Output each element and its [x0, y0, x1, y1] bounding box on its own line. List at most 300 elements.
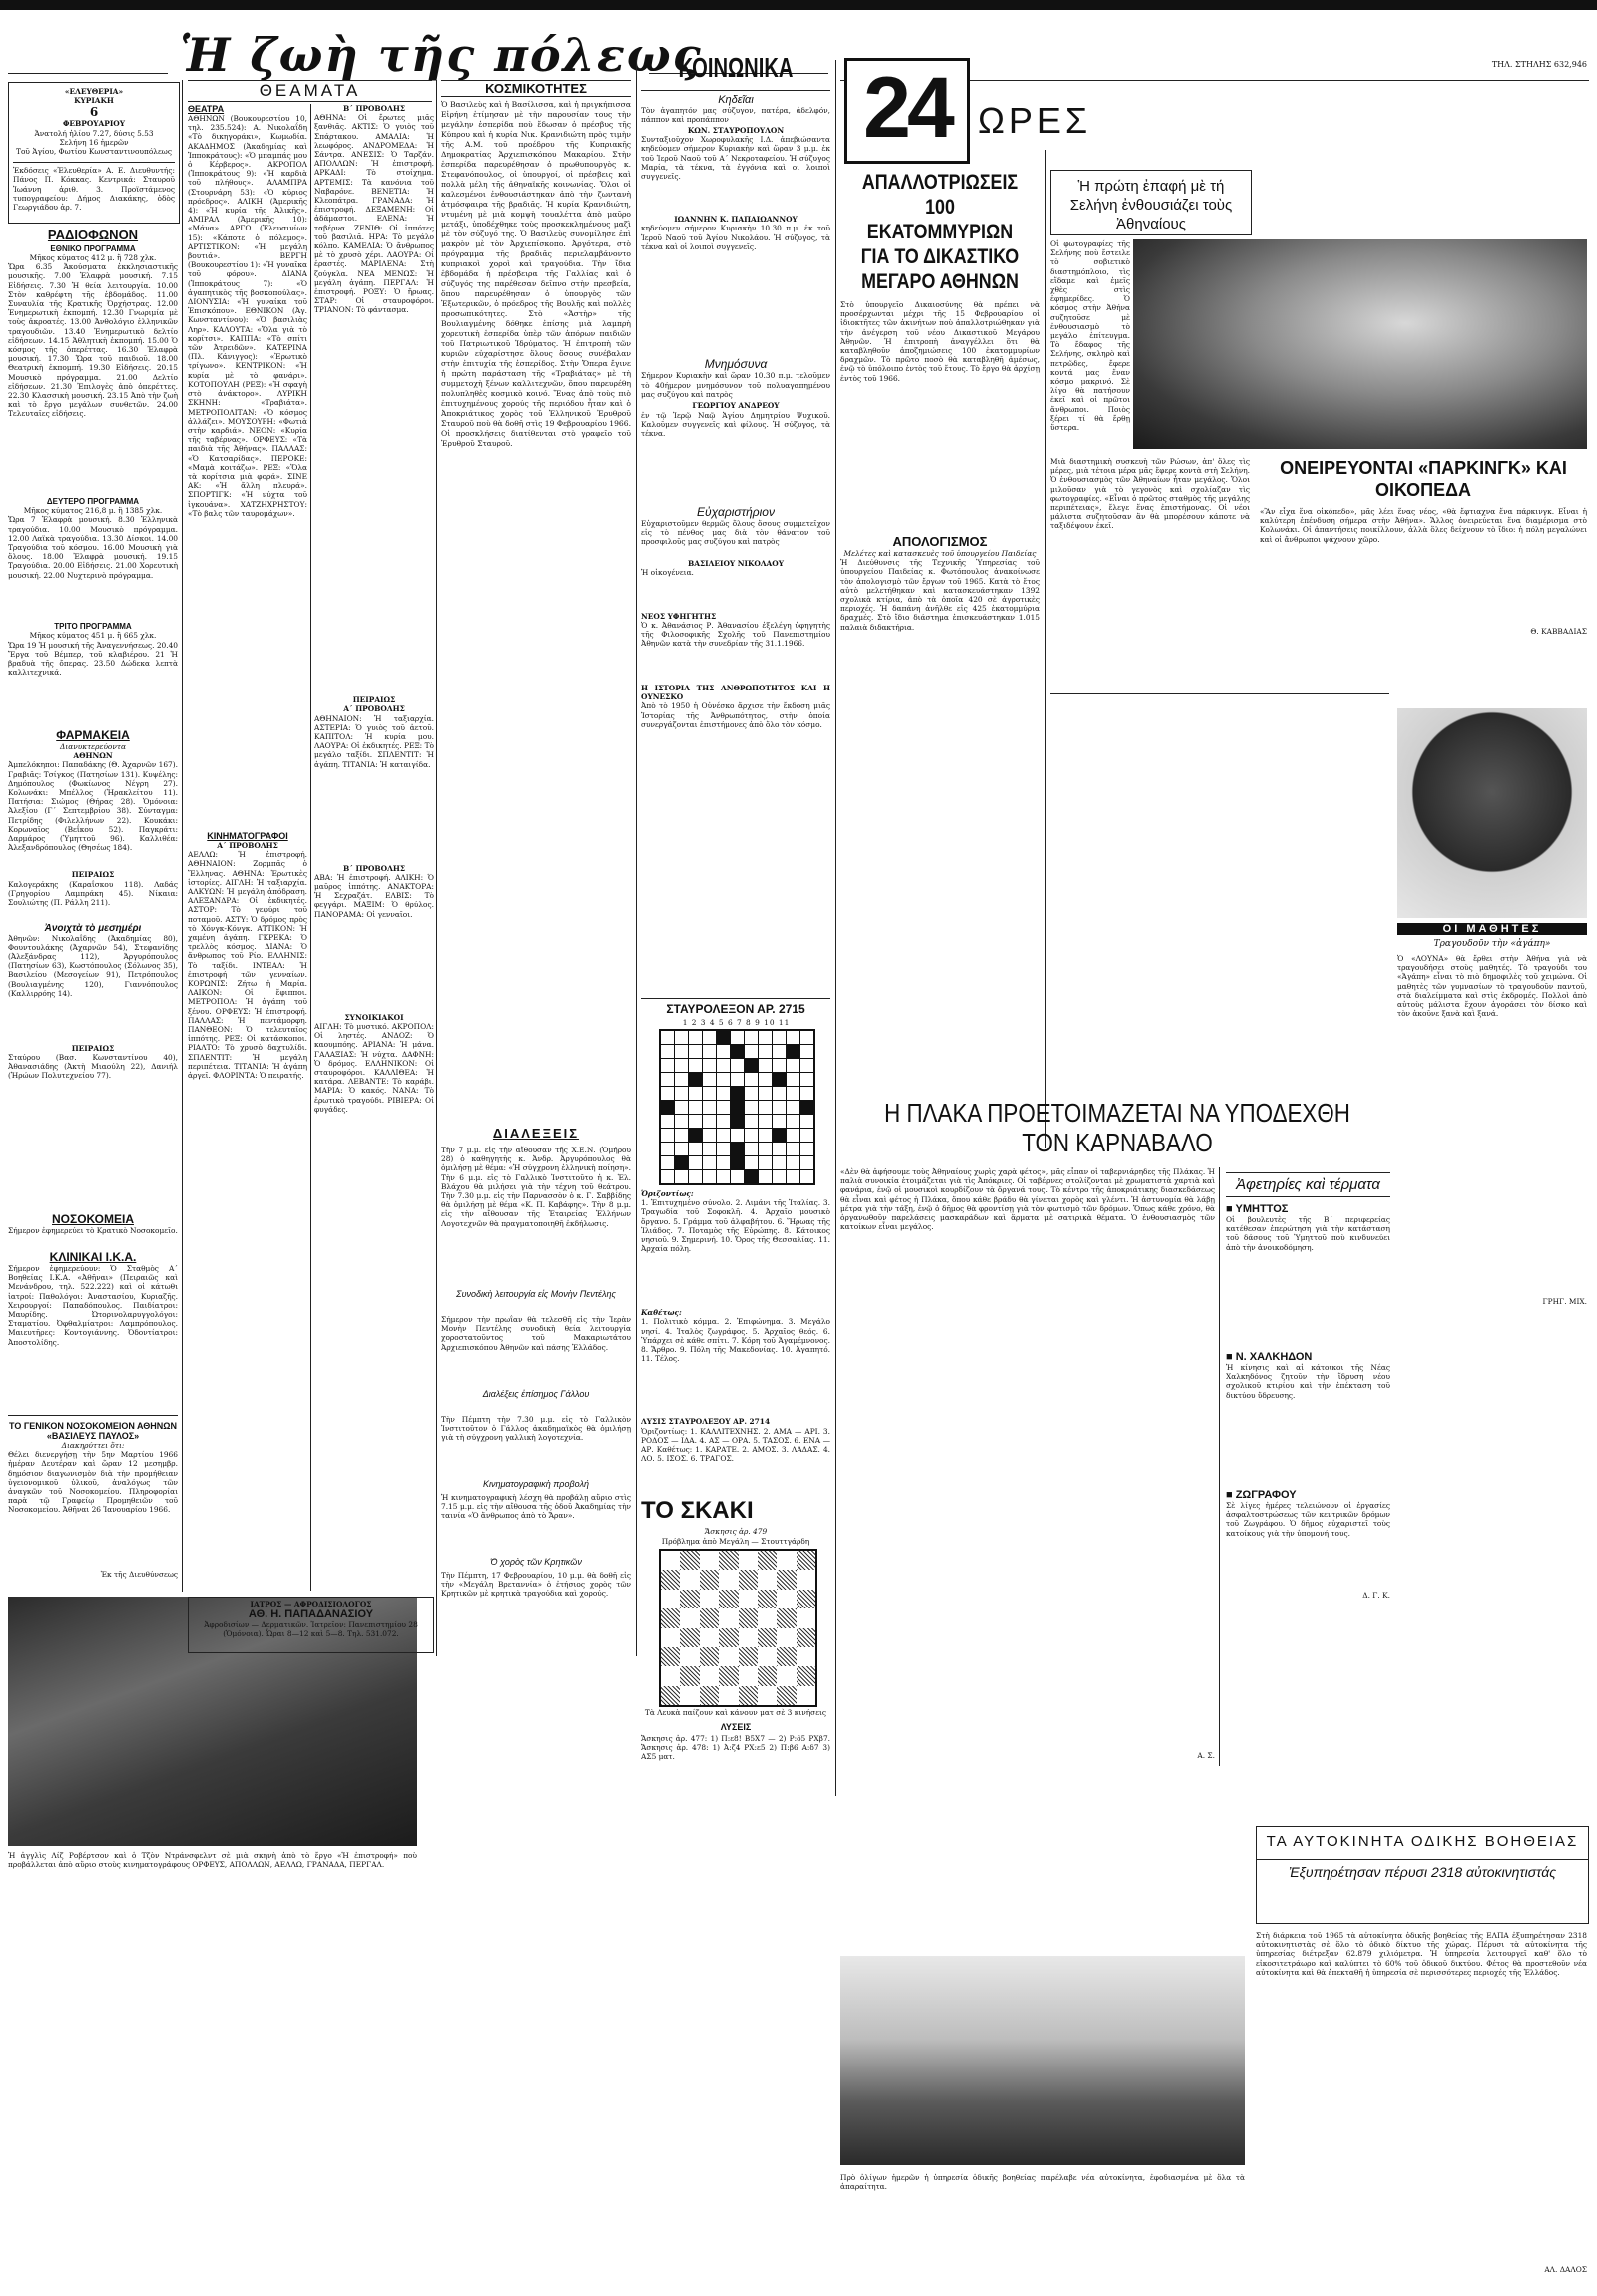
crossword-cell	[702, 1100, 717, 1115]
apology-text: Ἡ Διεύθυνσις τῆς Τεχνικῆς Ὑπηρεσίας τοῦ ὑπουργείου Παιδείας κ. Φωτόπουλος ἀνακοίνωσε τὸν ἀπολογισμὸ τῶν ἔργων τοῦ 1965. Κατὰ τὸ ἔτος αὐτὸ μελετήθηκαν καὶ κατασκευάστηκαν 1392 σχολικὰ κτίρια, ἀπὸ τὰ ὁποῖα 420 σὲ ἀγροτικὲς περιοχές. Ἡ δαπάνη ἀνῆλθε εἰς 425 ἑκατομμύρια δραχμές. Στὸ ἴδιο διάστημα ἐπισκευάστηκαν 1.015 παλαιὰ διδακτήρια.	[840, 558, 1040, 632]
chess-square	[797, 1590, 815, 1608]
moon-short-text: Οἱ φωτογραφίες τῆς Σελήνης ποὺ ἔστειλε τὸ σοβιετικὸ διαστημόπλοιο, τὶς εἴδαμε καὶ ἐμεῖς χθὲς στὶς ἐφημερίδες. Ὁ κόσμος στὴν Ἀθήνα συζητοῦσε μὲ ἐνθουσιασμὸ τὸ μεγάλο ἐπίτευγμα. Τὸ ἔδαφος τῆς Σελήνης, σκληρὸ καὶ πετρῶδες, ἔφερε κοντά μας ἕναν κόσμο μακρινό. Σὲ λίγο θὰ πατήσουν ἐκεῖ καὶ οἱ πρῶτοι ἄνθρωποι. Ποιὸς ξέρει τί θὰ ἔρθῃ ὕστερα.	[1050, 239, 1130, 433]
chess-square	[758, 1628, 777, 1647]
crossword-cell	[744, 1072, 759, 1087]
payments-column	[840, 170, 1040, 837]
social-title-box	[641, 52, 830, 84]
carnival-top-rule	[1050, 693, 1389, 694]
second-run-listing: ΑΘΗΝΑ: Οἱ ἔρωτες μιᾶς ξανθιᾶς. ΑΚΤΙΣ: Ὁ γυιὸς τοῦ Σπάρτακου. ΑΜΑΛΙΑ: Ἡ λεωφόρος. ΑΝΔΡΟΜΕΔΑ: Ἡ Σάντρα. ΑΝΕΣΙΣ: Ὁ Ταρζάν. ΑΠΟΛΛΩΝ: Ἡ ἐπιστροφή. ΑΡΚΑΔΙ: Τὸ στοίχημα. ΑΡΤΕΜΙΣ: Τὰ κανόνια τοῦ Ναβαρόνε. ΒΕΝΕΤΙΑ: Ἡ Κλεοπάτρα. ΓΡΑΝΑΔΑ: Ἡ ἐπιστροφή. ΔΕΞΑΜΕΝΗ: Οἱ ἀδάμαστοι. ΕΛΕΝΑ: Ἡ ταβέρνα. ΖΕΝΙΘ: Οἱ ἱππότες τοῦ βασιλιᾶ. ΗΡΑ: Τὸ μεγάλο κόλπο. ΚΑΜΕΛΙΑ: Ὁ ἄνθρωπος μὲ τὸ χρυσὸ χέρι. ΛΑΟΥΡΑ: Οἱ ἐραστές. ΜΑΡΙΛΕΝΑ: Στὴ ζούγκλα. ΝΕΑ ΜΕΝΩΣ: Ἡ μεγάλη ἀγάπη. ΠΕΡΓΑΛ: Ἡ ἐπιστροφή. ΡΟΞΥ: Ὁ ἥρωας. ΣΤΑΡ: Οἱ σταυροφόροι. ΤΡΙΑΝΟΝ: Τὸ φάντασμα.	[314, 113, 434, 315]
funerals-title: Κηδεῖαι	[718, 94, 754, 106]
crossword-cell	[660, 1030, 675, 1045]
chess-square	[680, 1570, 699, 1589]
chess-square	[797, 1647, 815, 1666]
chess-square	[680, 1590, 699, 1608]
doctor-ad-text: Ἀφροδισίων — Δερματικῶν. Ἰατρεῖον: Πανεπιστημίου 28 (Ὁμόνοια). Ὧραι 8—12 καὶ 5—8. Τηλ. 531.072.	[204, 1620, 418, 1639]
chess-square	[661, 1686, 680, 1705]
film-show-text: Ἡ κινηματογραφικὴ λέσχη θὰ προβάλῃ αὔριο στὶς 7.15 μ.μ. εἰς τὴν αἴθουσα τῆς ὁδοῦ Ἀκαδημίας τὴν ταινία «Ὁ ἄνθρωπος ἀπὸ τὸ Ἄραν».	[441, 1493, 631, 1521]
road-assistance-text: Στὴ διάρκεια τοῦ 1965 τὰ αὐτοκίνητα ὁδικῆς βοηθείας τῆς ΕΛΠΑ ἐξυπηρέτησαν 2318 αὐτοκινητιστὰς σὲ ὅλο τὸ ὁδικὸ δίκτυο τῆς χώρας. Πέρυσι τὰ αὐτοκίνητα τῆς ὑπηρεσίας διέτρεξαν 62.879 χιλιόμετρα. Ἡ ὑπηρεσία λειτουργεῖ καθ' ὅλο τὸ εἰκοσιτετράωρο καὶ καλύπτει τὸ 60% τοῦ ὁδικοῦ δικτύου. Φέτος θὰ προστεθοῦν νέα αὐτοκίνητα καὶ θὰ ἐπεκταθῆ ἡ ὑπηρεσία σὲ περισσότερες περιοχές τῆς Ἑλλάδος.	[1256, 1931, 1587, 1977]
thanks-name: ΒΑΣΙΛΕΙΟΥ ΝΙΚΟΛΑΟΥ	[687, 558, 785, 568]
chess-board	[659, 1549, 817, 1707]
crossword-cell	[688, 1114, 703, 1129]
chess-square	[680, 1551, 699, 1570]
crossword-title: ΣΤΑΥΡΟΛΕΞΟΝ ΑΡ. 2715	[666, 1002, 805, 1016]
chess-square	[739, 1608, 758, 1627]
crossword-cell	[799, 1114, 814, 1129]
crossword-cell	[702, 1058, 717, 1073]
crossword-cell	[688, 1086, 703, 1101]
crossword-cell	[758, 1142, 773, 1156]
crossword-cell	[758, 1100, 773, 1115]
crossword-cell	[688, 1169, 703, 1184]
chess-square	[719, 1590, 738, 1608]
chess-square	[758, 1647, 777, 1666]
chess-square	[680, 1628, 699, 1647]
piraeus-second-run-listing: ΑΒΑ: Ἡ ἐπιστροφή. ΑΛΙΚΗ: Ὁ μαῦρος ἱππότης. ΑΝΑΚΤΟΡΑ: Ἡ Σεχραζάτ. ΕΛΒΙΣ: Τὸ φεγγάρι. ΜΑΞΙΜ: Ὁ θρύλος. ΠΑΝΟΡΑΜΑ: Οἱ γενναῖοι.	[314, 872, 434, 919]
piraeus-first-run-listing: ΑΘΗΝΑΙΟΝ: Ἡ ταξιαρχία. ΑΣΤΕΡΙΑ: Ὁ γυιὸς τοῦ ἀετοῦ. ΚΑΠΙΤΟΛ: Ἡ κυρία μου. ΛΑΟΥΡΑ: Οἱ ἐκδικητές. ΡΕΞ: Τὸ μεγάλο ταξίδι. ΣΠΛΕΝΤΙΤ: Ἡ ἀγάπη. ΤΙΤΑΝΙΑ: Ἡ καταιγίδα.	[314, 713, 434, 769]
doctor-ad-title: ΙΑΤΡΟΣ — ΑΦΡΟΔΙΣΙΟΛΟΓΟΣ	[250, 1600, 372, 1608]
thanks-title: Εὐχαριστήριον	[697, 504, 775, 519]
crossword-cell	[799, 1086, 814, 1101]
chess-square	[700, 1666, 719, 1685]
crossword-cell	[758, 1169, 773, 1184]
crossword-cell	[730, 1058, 745, 1073]
crossword-cell	[716, 1058, 731, 1073]
chess-square	[777, 1628, 796, 1647]
crossword-cell	[660, 1072, 675, 1087]
zografou-heading-text: ΖΩΓΡΑΦΟΥ	[1235, 1489, 1297, 1501]
piraeus-second-run-heading: Β΄ ΠΡΟΒΟΛΗΣ	[342, 863, 406, 873]
pharmacies-title: ΦΑΡΜΑΚΕΙΑ	[56, 728, 130, 742]
column-rule-5	[835, 60, 836, 1796]
info-saints: Τοῦ Ἁγίου, Φωτίου Κωνσταντινουπόλεως	[16, 147, 172, 157]
road-assistance-truck-photo	[840, 1956, 1245, 2165]
funeral-2-detail: κηδεύομεν σήμερον Κυριακὴν 10.30 π.μ. ἐκ τοῦ Ἱεροῦ Ναοῦ τοῦ Ἁγίου Νικολάου. Ἡ σύζυγος, τὰ τέκνα καὶ οἱ λοιποὶ συγγενεῖς.	[641, 224, 830, 251]
general-hospital-sign: Ἐκ τῆς Διευθύνσεως	[100, 1570, 178, 1580]
doctor-ad-name: ΑΘ. Η. ΠΑΠΑΔΑΝΑΣΙΟΥ	[248, 1608, 374, 1621]
crossword-cell	[758, 1128, 773, 1143]
crossword-grid	[659, 1029, 815, 1185]
crossword-cell	[716, 1128, 731, 1143]
general-hospital-subtitle: «ΒΑΣΙΛΕΥΣ ΠΑΥΛΟΣ»	[46, 1431, 140, 1441]
pharmacies-open-list: Ἀθηνῶν: Νικολαΐδης (Ἀκαδημίας 80), Φουντουλάκης (Ἀχαρνῶν 54), Στεφανίδης (Ἀλεξάνδρας 112), Ἀργυρόπουλος (Πατησίων 63), Κωστόπουλος (Σόλωνος 35), Βασιλείου (Μεσογείων 91), Πετρόπουλος (Βουλιαγμένης 120), Γιαννόπουλος (Καλλιρρόης 14).	[8, 933, 178, 998]
crossword-cell	[660, 1086, 675, 1101]
film-still-caption: Ἡ ἀγγλὶς Λίζ Ροβέρτσον καὶ ὁ Τζὸν Ντράνσφελντ σὲ μιὰ σκηνὴ ἀπὸ τὸ ἔργο «Ἡ ἐπιστροφή» ποὺ προβάλλεται ἀπὸ αὔριο στοὺς κινηματογράφους ΟΡΦΕΥΣ, ΑΠΟΛΛΩΝ, ΑΕΛΛΩ, ΓΡΑΝΑΔΑ, ΠΕΡΓΑΛ.	[8, 1851, 417, 1870]
crossword-cell	[716, 1169, 731, 1184]
carnival-sign: Α. Σ.	[1197, 1751, 1215, 1760]
chess-square	[739, 1628, 758, 1647]
crossword-black-cell	[688, 1072, 703, 1087]
moon-surface-photo	[1133, 239, 1587, 449]
monastery-text: Σήμερον τὴν πρωΐαν θὰ τελεσθῆ εἰς τὴν Ἱερὰν Μονὴν Πεντέλης συνοδικὴ θεία λειτουργία χοροστατοῦντος τοῦ Μακαριωτάτου Ἀρχιεπισκόπου Ἀθηνῶν καὶ πάσης Ἑλλάδος.	[441, 1315, 631, 1352]
memorial-name: ΓΕΩΡΓΙΟΥ ΑΝΔΡΕΟΥ	[692, 401, 780, 411]
chess-square	[719, 1570, 738, 1589]
chess-square	[661, 1608, 680, 1627]
chess-square	[797, 1551, 815, 1570]
hymettus-text: Οἱ βουλευτὲς τῆς Β΄ περιφερείας κατέθεσαν ἐπερώτηση γιὰ τὴν κατάσταση τοῦ δάσους τοῦ Ὑμηττοῦ ποὺ κινδυνεύει ἀπὸ τὴν ἀνοικοδόμηση.	[1226, 1215, 1390, 1252]
crossword-cell	[674, 1058, 689, 1073]
crossword-cell	[730, 1072, 745, 1087]
crossword-cell	[702, 1086, 717, 1101]
crossword-black-cell	[730, 1155, 745, 1170]
hours-word: ΩΡΕΣ	[978, 100, 1092, 141]
crossword-cell	[786, 1142, 800, 1156]
crossword-cell	[660, 1169, 675, 1184]
lectures-title: ΔΙΑΛΕΞΕΙΣ	[492, 1126, 580, 1141]
chess-square	[797, 1686, 815, 1705]
chess-problem-number: Ἄσκησις ἀρ. 479	[704, 1527, 768, 1536]
crossword-cell	[716, 1114, 731, 1129]
info-editor: Ἐκδόσεις «Ἐλευθερία» Α. Ε. Διευθυντής: Πάνος Π. Κόκκας. Κεντρικά: Σταυροῦ Ἰωάννη ἀριθ. 3. Προϊστάμενος τυπογραφείου: Δήμος Διακάκης, ὁδὸς Γεωργιάδου ἀρ. 7.	[13, 162, 175, 212]
radio-second-text: Ὥρα 7 Ἐλαφρὰ μουσική. 8.30 Ἑλληνικὰ τραγούδια. 10.00 Μουσικὸ πρόγραμμα. 12.00 Λαϊκὰ τραγούδια. 13.30 Δίσκοι. 14.00 Τραγούδια τοῦ κόσμου. 16.00 Μουσικὴ γιὰ ὅλους. 18.00 Ἐλαφρὰ μουσική. 19.15 Τραγούδια. 20.00 Εἰδήσεις. 21.00 Χορευτικὴ μουσική. 22.00 Νυχτερινὸ πρόγραμμα.	[8, 515, 178, 580]
column-rule-3	[436, 80, 437, 1656]
general-hospital-title: ΤΟ ΓΕΝΙΚΟΝ ΝΟΣΟΚΟΜΕΙΟΝ ΑΘΗΝΩΝ	[9, 1421, 177, 1431]
crossword-cell	[786, 1072, 800, 1087]
crossword-cell	[744, 1044, 759, 1059]
crossword-black-cell	[674, 1155, 689, 1170]
crossword-cell	[799, 1030, 814, 1045]
masthead-rule-left	[8, 73, 168, 74]
cretan-dance-text: Τὴν Πέμπτη, 17 Φεβρουαρίου, 10 μ.μ. θὰ δοθῆ εἰς τὴν «Μεγάλη Βρεταννία» ὁ ἐτήσιος χορὸς τῶν Κρητικῶν μὲ κρητικὰ τραγούδια καὶ χορούς.	[441, 1571, 631, 1599]
crossword-cell	[674, 1072, 689, 1087]
new-lecturer-text: Ὁ κ. Ἀθανάσιος Ρ. Ἀθανασίου ἐξελέγη ὑφηγητὴς τῆς Φιλοσοφικῆς Σχολῆς τοῦ Πανεπιστημίου Ἀθηνῶν κατὰ τὴν συνεδρίαν τῆς 31.1.1966.	[641, 621, 830, 649]
chess-square	[700, 1647, 719, 1666]
apology-title: ΑΠΟΛΟΓΙΣΜΟΣ	[892, 534, 988, 549]
memorial-detail: ἐν τῷ Ἱερῷ Ναῷ Ἁγίου Δημητρίου Ψυχικοῦ. Καλοῦμεν συγγενεῖς καὶ φίλους. Ἡ σύζυγος, τὰ τέκνα.	[641, 410, 830, 439]
radio-second-title: ΔΕΥΤΕΡΟ ΠΡΟΓΡΑΜΜΑ	[46, 497, 140, 507]
chess-title: ΤΟ ΣΚΑΚΙ	[641, 1497, 754, 1524]
piraeus-first-run-heading: Α΄ ΠΡΟΒΟΛΗΣ	[343, 704, 405, 714]
chess-square	[661, 1666, 680, 1685]
column-rule-6	[1045, 150, 1046, 1148]
chess-square	[758, 1570, 777, 1589]
funeral-1-detail: Συνταξιοῦχον Χωροφυλακῆς Ι.Δ. ἀπεβιώσαντα κηδεύομεν σήμερον Κυριακὴν καὶ ὥραν 3 μ.μ. ἐκ τοῦ Ἱεροῦ Ναοῦ τοῦ Α΄ Νεκροταφείου. Ἡ σύζυγος Μαρία, τὰ τέκνα, τὰ ἐγγόνια καὶ οἱ λοιποὶ συγγενεῖς.	[641, 135, 830, 182]
crossword-cell	[674, 1100, 689, 1115]
crossword-cell	[688, 1058, 703, 1073]
pharmacies-open-title: Ἀνοιχτὰ τὸ μεσημέρι	[44, 922, 142, 934]
chess-square	[661, 1647, 680, 1666]
crossword-horizontal-clues: 1. Ἐπιτυχημένο σύνολο. 2. Λιμάνι τῆς Ἰταλίας. 3. Τραγωδία τοῦ Σοφοκλῆ. 4. Ἀρχαῖο μουσικὸ ὄργανο. 5. Γράμμα τοῦ ἀλφαβήτου. 6. Ἥρωας τῆς Ἰλιάδος. 7. Ποταμὸς τῆς Εὐρώπης. 8. Κάτοικος νησιοῦ. 9. Σημερινή. 10. Ὄρος τῆς Θεσσαλίας. 11. Ἀρχαία πόλη.	[641, 1198, 830, 1254]
crossword-cell	[786, 1058, 800, 1073]
chess-square	[680, 1647, 699, 1666]
crossword-cell	[660, 1044, 675, 1059]
crossword-cell	[744, 1142, 759, 1156]
road-assistance-headline: ΤΑ ΑΥΤΟΚΙΝΗΤΑ ΟΔΙΚΗΣ ΒΟΗΘΕΙΑΣ	[1266, 1833, 1579, 1850]
first-run-heading: Α΄ ΠΡΟΒΟΛΗΣ	[217, 841, 278, 850]
general-hospital-text: Θέλει διενεργήσῃ τὴν 5ην Μαρτίου 1966 ἡμέραν Δευτέραν καὶ ὥραν 12 μεσημβρ. δημόσιον διαγωνισμὸν διὰ τὴν προμήθειαν ὑγειονομικοῦ ὑλικοῦ, ἀναλόγως τῶν ἀναγκῶν τοῦ Νοσοκομείου. Πληροφορίαι παρὰ τῷ Γραφείῳ Προμηθειῶν τοῦ Νοσοκομείου. Ἀθῆναι 26 Ἰανουαρίου 1966.	[8, 1450, 178, 1515]
crossword-black-cell	[730, 1114, 745, 1129]
thanks-lead: Εὐχαριστοῦμεν θερμῶς ὅλους ὅσους συμμετεῖχον εἰς τὸ πένθος μας διὰ τὸν θάνατον τοῦ προσφιλοῦς μας συζύγου καὶ πατρὸς	[641, 518, 830, 547]
crossword-black-cell	[772, 1072, 787, 1087]
crossword-cell	[786, 1086, 800, 1101]
chess-square	[661, 1570, 680, 1589]
memorial-lead: Σήμερον Κυριακὴν καὶ ὥραν 10.30 π.μ. τελοῦμεν τὸ 40ήμερον μνημόσυνον τοῦ πολυαγαπημένου μας συζύγου καὶ πατρὸς	[641, 371, 830, 399]
chess-square	[700, 1590, 719, 1608]
hours-logo-number: 24	[863, 60, 951, 156]
zografou-text: Σὲ λίγες ἡμέρες τελειώνουν οἱ ἐργασίες ἀσφαλτοστρώσεως τῶν κεντρικῶν δρόμων τοῦ Ζωγράφου. Ὁ δῆμος εὐχαριστεῖ τοὺς κατοίκους γιὰ τὴν ὑπομονή τους.	[1226, 1501, 1390, 1538]
french-lecture-text: Τὴν Πέμπτη τὴν 7.30 μ.μ. εἰς τὸ Γαλλικὸν Ἰνστιτοῦτον ὁ Γάλλος ἀκαδημαϊκὸς θὰ ὁμιλήσῃ γιὰ τὴ σύγχρονη γαλλικὴ λογοτεχνία.	[441, 1415, 631, 1443]
chess-square	[719, 1551, 738, 1570]
unesco-history-text: Ἀπὸ τὸ 1950 ἡ Οὐνέσκο ἄρχισε τὴν ἔκδοση μιᾶς Ἱστορίας τῆς Ἀνθρωπότητος, στὴν ὁποία συνεργάζονται ἐπιστήμονες ἀπὸ ὅλο τὸν κόσμο.	[641, 701, 830, 729]
crossword-cell	[758, 1044, 773, 1059]
crossword-vertical-title: Καθέτως:	[641, 1308, 682, 1318]
unesco-history-title: Η ΙΣΤΟΡΙΑ ΤΗΣ ΑΝΘΡΩΠΟΤΗΤΟΣ ΚΑΙ Η ΟΥΝΕΣΚΟ	[641, 684, 830, 702]
chess-square	[719, 1647, 738, 1666]
radio-third-wave: Μῆκος κύματος 451 μ. ἢ 665 χλκ.	[29, 631, 157, 641]
student-portrait-photo	[1397, 708, 1587, 918]
crossword-cell	[702, 1072, 717, 1087]
crossword-cell	[702, 1030, 717, 1045]
cinemas-first-run-listing: ΑΕΛΛΩ: Ἡ ἐπιστροφή. ΑΘΗΝΑΙΟΝ: Ζορμπᾶς ὁ Ἕλληνας. ΑΘΗΝΑ: Ἐρωτικὲς ἱστορίες. ΑΙΓΛΗ: Ἡ ταξιαρχία. ΑΛΚΥΩΝ: Ἡ μεγάλη ἀπόδραση. ΑΛΕΞΑΝΔΡΑ: Οἱ ἐκδικητές. ΑΣΤΟΡ: Τὸ γεφύρι τοῦ ποταμοῦ. ΑΣΤΥ: Ὁ δρόμος πρὸς τὸ Χόνγκ-Κόνγκ. ΑΤΤΙΚΟΝ: Ἡ χαμένη ἀγάπη. ΓΚΡΕΚΑ: Ὁ τρελλὸς κόσμος. ΔΙΑΝΑ: Ὁ ἄνθρωπος τοῦ Ρίο. ΕΛΛΗΝΙΣ: Τὸ ταξίδι. ΙΝΤΕΑΛ: Ἡ ἐπιστροφή τῶν γενναίων. ΚΟΡΩΝΙΣ: Ζήτω ἡ Μαρία. ΛΑΙΚΟΝ: Οἱ ἔφιπποι. ΜΕΤΡΟΠΟΛ: Ἡ ἀγάπη τοῦ ξένου. ΟΡΦΕΥΣ: Ἡ ἐπιστροφή. ΠΑΛΛΑΣ: Ἡ πεντάμορφη. ΠΑΝΘΕΟΝ: Ὁ τελευταῖος ἱππότης. ΡΕΞ: Οἱ κατάσκοποι. ΡΙΑΛΤΟ: Τὸ χρυσὸ δαχτυλίδι. ΣΠΛΕΝΤΙΤ: Ἡ μεγάλη περιπέτεια. ΤΙΤΑΝΙΑ: Ἡ ἀγάπη ἀργεῖ. ΦΛΟΡΙΝΤΑ: Ὁ πειρατής.	[188, 850, 307, 1081]
chess-solutions-title: ΛΥΣΕΙΣ	[720, 1722, 752, 1732]
crossword-cell	[744, 1086, 759, 1101]
column-rule-7	[1219, 1167, 1220, 1766]
pharmacies-city: ΑΘΗΝΩΝ	[73, 751, 113, 761]
chess-square	[661, 1628, 680, 1647]
crossword-black-cell	[716, 1030, 731, 1045]
theamata-col-b	[314, 104, 434, 1271]
crossword-black-cell	[730, 1142, 745, 1156]
crossword-cell	[660, 1058, 675, 1073]
column-rule-1	[182, 80, 183, 1592]
chalkidonos-text: Ἡ κίνησις καὶ αἱ κάτοικοι τῆς Νέας Χαλκηδόνος ζητοῦν τὴν ἵδρυση νέου σχολικοῦ κτιρίου καὶ τὴν ἐπέκταση τοῦ δικτύου ὕδρευσης.	[1226, 1363, 1390, 1400]
funeral-2-name: ΙΩΑΝΝΗΝ Κ. ΠΑΠΑΙΩΑΝΝΟΥ	[674, 215, 798, 225]
crossword-cell	[730, 1169, 745, 1184]
crossword-cell	[786, 1155, 800, 1170]
crossword-cell	[758, 1072, 773, 1087]
second-run-heading: Β΄ ΠΡΟΒΟΛΗΣ	[342, 104, 406, 113]
excursions-title: Ἀφετηρίες καὶ τέρματα	[1226, 1172, 1390, 1197]
moon-headline: Ἡ πρώτη ἐπαφή μὲ τή Σελήνη ἐνθουσιάζει τοὺς Ἀθηναίους	[1069, 178, 1233, 232]
hospitals-section	[8, 1212, 178, 1414]
info-sun: Ἀνατολή ἡλίου 7.27, δύσις 5.53	[34, 128, 154, 138]
suburban-heading: ΣΥΝΟΙΚΙΑΚΟΙ	[344, 1012, 404, 1022]
info-day: 6	[89, 105, 99, 120]
chess-square	[777, 1686, 796, 1705]
crossword-black-cell	[660, 1100, 675, 1115]
radio-national-text: Ὥρα 6.35 Ἀκούσματα ἐκκλησιαστικῆς μουσικῆς. 7.00 Ἐλαφρὰ μουσική. 7.15 Εἰδήσεις. 7.30 Ἡ θεία λειτουργία. 10.00 Στὸν καθρέφτη τῆς ἑβδομάδος. 11.00 Συναυλία τῆς Κρατικῆς Ὀρχήστρας. 12.00 Ἐνημερωτικὴ ἐκπομπή. 12.30 Γνωριμία μὲ τοὺς ἀκροατές. 13.00 Ἀνθολόγιο ἑλληνικῶν τραγουδιῶν. 13.40 Ἐνημερωτικὸ δελτίο εἰδήσεων. 14.15 Ἀθλητικὴ ἐκπομπή. 15.00 Ὁ κόσμος τῆς ὀπερέττας. 16.30 Ἐλαφρὰ μουσική. 17.30 Ὥρα τοῦ παιδιοῦ. 18.00 Θεατρικὴ ἐκπομπή. 19.30 Εἰδήσεις. 20.15 Μουσικὸ πρόγραμμα. 21.00 Δελτίο εἰδήσεων. 21.30 Ἐπιλογὲς ἀπὸ ὀπερέττες. 22.30 Κλασσικὴ μουσική. 23.15 Ἀπὸ τὴν ζωὴ καὶ τὸ ἔργο μεγάλων συνθετῶν. 24.00 Τελευταῖες εἰδήσεις.	[8, 262, 178, 419]
chess-square	[700, 1608, 719, 1627]
chess-square	[739, 1551, 758, 1570]
crossword-cell	[799, 1142, 814, 1156]
hymettus-heading: ■ ΥΜΗΤΤΟΣ	[1226, 1203, 1289, 1215]
chess-square	[797, 1666, 815, 1685]
chess-square	[758, 1666, 777, 1685]
crossword-black-cell	[744, 1058, 759, 1073]
chess-square	[739, 1590, 758, 1608]
cinemas-heading: ΚΙΝΗΜΑΤΟΓΡΑΦΟΙ	[207, 831, 288, 841]
road-assistance-headline-box	[1256, 1826, 1589, 1924]
students-subcaption: Τραγουδοῦν τὴν «ἀγάπη»	[1433, 939, 1551, 949]
date-info-box	[8, 82, 180, 224]
chess-square	[797, 1570, 815, 1589]
info-month: ΦΕΒΡΟΥΑΡΙΟΥ	[62, 119, 126, 129]
pharmacies-list: Ἀμπελόκηποι: Παπαδάκης (Θ. Ἀχαρνῶν 167). Γραβιᾶς: Τσίγκος (Πατησίων 131). Κυψέλης: Δημόπουλος (Φωκίωνος Νέγρη 27). Κολωνάκι: Μπέλλος (Ἠρακλείτου 11). Πατήσια: Σιώμος (Θήρας 28). Ὁμόνοια: Ἀλεξίου (Γ΄ Σεπτεμβρίου 38). Σύνταγμα: Πετρίδης (Φιλελλήνων 22). Κουκάκι: Κορωναῖος (Βεΐκου 52). Παγκράτι: Δαρμάρος (Ὑμηττοῦ 96). Καλλιθέα: Ἀλεξανδρόπουλος (Θησέως 184).	[8, 760, 178, 853]
crossword-black-cell	[744, 1169, 759, 1184]
cosmic-title: ΚΟΣΜΙΚΟΤΗΤΕΣ	[441, 80, 631, 97]
ika-title: ΚΛΙΝΙΚΑΙ Ι.Κ.Α.	[49, 1250, 137, 1264]
crossword-cell	[688, 1100, 703, 1115]
students-caption: ΟΙ ΜΑΘΗΤΕΣ	[1397, 923, 1587, 935]
theamata-title: ΘΕΑΜΑΤΑ	[188, 80, 432, 102]
crossword-solution: Ὁριζοντίως: 1. ΚΑΛΛΙΤΕΧΝΗΣ. 2. ΑΜΑ — ΑΡΙ. 3. ΡΟΔΟΣ — ΙΔΑ. 4. ΑΣ — ΟΡΑ. 5. ΤΑΣΟΣ. 6. ΕΝΑ — ΑΡ. Καθέτως: 1. ΚΑΡΑΤΕ. 2. ΑΜΟΣ. 3. ΛΑΔΑΣ. 4. ΛΟ. 5. ΙΣΟΣ. 6. ΤΡΑΓΟΣ.	[641, 1426, 830, 1464]
pharmacies-section	[8, 728, 178, 1091]
payments-headline: ΑΠΑΛΛΟΤΡΙΩΣΕΙΣ 100 ΕΚΑΤΟΜΜΥΡΙΩΝ ΓΙΑ ΤΟ ΔΙΚΑΣΤΙΚΟ ΜΕΓΑΡΟ ΑΘΗΝΩΝ	[860, 171, 1020, 293]
crossword-cell	[786, 1100, 800, 1115]
general-hospital-lead: Διακηρύττει ὅτι:	[61, 1441, 125, 1450]
crossword-cell	[772, 1086, 787, 1101]
crossword-cell	[799, 1072, 814, 1087]
doctor-ad	[188, 1597, 434, 1653]
crossword-cell	[744, 1100, 759, 1115]
cretan-dance-title: Ὁ χορὸς τῶν Κρητικῶν	[490, 1557, 582, 1567]
students-text: Ὁ «ΛΟΥΝΑ» θὰ ἔρθει στὴν Ἀθήνα γιὰ νὰ τραγουδήσει στοὺς μαθητές. Τὸ τραγούδι του «Ἀγάπη» εἶναι τὸ πιὸ δημοφιλὲς τοῦ χειμώνα. Οἱ μαθητὲς τῶν γυμνασίων τὸ τραγουδοῦν παντοῦ, στὰ διαλείμματα καὶ στὶς ἐκδρομές. Πολλοὶ ἀπὸ αὐτοὺς μάλιστα ἔχουν ἀγοράσει τὸν δίσκο καὶ τὸν ἀκοῦνε ξανὰ καὶ ξανά.	[1397, 954, 1587, 1019]
road-assistance-photo-caption: Πρὸ ὀλίγων ἡμερῶν ἡ ὑπηρεσία ὁδικῆς βοηθείας παρέλαβε νέα αὐτοκίνητα, ἐφοδιασμένα μὲ ὅλα τὰ ἀπαραίτητα.	[840, 2173, 1245, 2192]
crossword-cell	[772, 1100, 787, 1115]
crossword-cell	[786, 1114, 800, 1129]
chess-square	[758, 1608, 777, 1627]
hospitals-title: ΝΟΣΟΚΟΜΕΙΑ	[52, 1212, 134, 1226]
crossword-cell	[716, 1072, 731, 1087]
crossword-cell	[799, 1169, 814, 1184]
chess-square	[777, 1551, 796, 1570]
crossword-cell	[688, 1030, 703, 1045]
chess-square	[661, 1551, 680, 1570]
pharmacies-piraeus2-list: Σταύρου (Βασ. Κωνσταντίνου 40), Ἀθανασιάδης (Ἀκτὴ Μιαούλη 22), Δανιήλ (Ἡρώων Πολυτεχνείου 77).	[8, 1052, 178, 1081]
funeral-1-lead: Τὸν ἀγαπητόν μας σύζυγον, πατέρα, ἀδελφόν, πάππον καὶ προπάππον	[641, 106, 830, 125]
crossword-cell	[702, 1044, 717, 1059]
chess-solutions-text: Ἄσκησις ἀρ. 477: 1) Π:ε8! Β5Χ7 — 2) Ρ:δ5 ΡΧβ7. Ἄσκησις ἀρ. 478: 1) Ἀ:ζ4 ΡΧ:ε5 2) Π:β6 Α:δ7 3) ΑΣ5 ματ.	[641, 1734, 830, 1762]
crossword-cell	[688, 1044, 703, 1059]
chess-square	[739, 1570, 758, 1589]
payments-text: Στὸ ὑπουργεῖο Δικαιοσύνης θὰ πρέπει νὰ προσέρχωνται μέχρι τῆς 15 Φεβρουαρίου οἱ ἰδιοκτῆτες τῶν ἀκινήτων ποὺ ἀπαλλοτριώθηκαν γιὰ τὴν ἀνέγερση τοῦ νέου Δικαστικοῦ Μεγάρου Ἀθηνῶν. Ἡ ἐπιτροπὴ ἀναγγέλλει ὅτι θὰ καταβληθοῦν ἀποζημιώσεις 100 ἑκατομμυρίων δραχμῶν. Τὸ πρῶτο ποσὸ θὰ καταβληθῆ ἀμέσως, ἐνῷ τὸ ὑπόλοιπο ἐντὸς τοῦ ἔτους. Τὸ ἔργο θὰ ἀρχίσῃ ἐντὸς τοῦ 1966.	[840, 300, 1040, 383]
road-assistance-subhead: Ἐξυπηρέτησαν πέρυσι 2318 αὐτοκινητιστάς	[1257, 1859, 1588, 1880]
chess-problem-source: Πρόβλημα ἀπὸ Μεγάλη — Στουττγάρδη	[661, 1537, 810, 1546]
crossword-black-cell	[730, 1100, 745, 1115]
road-assistance-sign: ΑΛ. ΔΑΛΟΣ	[1544, 2265, 1587, 2274]
crossword-black-cell	[772, 1128, 787, 1143]
column-rule-2	[310, 104, 311, 1591]
dreams-text: «Ἂν εἶχα ἕνα οἰκόπεδο», μᾶς λέει ἕνας νέος, «θὰ ἔφτιαχνα ἕνα πάρκινγκ. Εἶναι ἡ καλύτερη ἐπένδυση σήμερα στὴν Ἀθήνα». Ἄλλος ὀνειρεύεται ἕνα διαμέρισμα στὸ Κολωνάκι. Οἱ ἀπαντήσεις ποικίλλουν, ἀλλὰ ὅλες δείχνουν τὸ ἴδιο: ἡ πόλη μεγαλώνει καὶ οἱ ἄνθρωποι ψάχνουν χῶρο.	[1260, 507, 1587, 544]
monastery-title: Συνοδικὴ λειτουργία εἰς Μονὴν Πεντέλης	[456, 1289, 616, 1299]
crossword-cell	[786, 1030, 800, 1045]
chess-square	[680, 1666, 699, 1685]
social-title-rule	[641, 90, 830, 91]
crossword-cell	[716, 1155, 731, 1170]
crossword-cell	[799, 1058, 814, 1073]
chess-square	[719, 1608, 738, 1627]
chess-square	[777, 1666, 796, 1685]
crossword-cell	[786, 1169, 800, 1184]
crossword-solution-title: ΛΥΣΙΣ ΣΤΑΥΡΟΛΕΞΟΥ ΑΡ. 2714	[641, 1417, 771, 1427]
radio-section	[8, 228, 178, 681]
column-rule-4	[636, 60, 637, 1656]
funeral-1-name: ΚΩΝ. ΣΤΑΥΡΟΠΟΥΛΟΝ	[687, 126, 785, 135]
crossword-cell	[702, 1142, 717, 1156]
crossword-cell	[772, 1030, 787, 1045]
general-hospital-notice	[8, 1421, 178, 1579]
chess-square	[777, 1590, 796, 1608]
crossword-cell	[772, 1142, 787, 1156]
crossword-cell	[772, 1044, 787, 1059]
crossword-cell	[674, 1128, 689, 1143]
students-sign: ΓΡΗΓ. ΜΙΧ.	[1542, 1297, 1587, 1306]
crossword-cell	[758, 1086, 773, 1101]
chess-square	[719, 1686, 738, 1705]
crossword-cell	[716, 1044, 731, 1059]
crossword-cell	[786, 1128, 800, 1143]
piraeus-cinema-heading: ΠΕΙΡΑΙΩΣ	[352, 695, 396, 705]
crossword-cell	[730, 1030, 745, 1045]
crossword-cell	[758, 1155, 773, 1170]
chalkidonos-heading-text: Ν. ΧΑΛΚΗΔΟΝ	[1235, 1351, 1313, 1363]
crossword-cell	[772, 1058, 787, 1073]
social-title: ΚΟΙΝΩΝΙΚΑ	[678, 52, 794, 83]
pharmacies-piraeus-list: Καλογεράκης (Καραΐσκου 118). Λαδάς (Γρηγορίου Λαμπράκη 45). Νίκαια: Σουλιώτης (Π. Ράλλη 211).	[8, 879, 178, 908]
radio-second-wave: Μῆκος κύματος 216,8 μ. ἢ 1385 χλκ.	[23, 506, 163, 516]
theamata-col-a	[188, 104, 307, 1329]
crossword-cell	[674, 1044, 689, 1059]
carnival-text: «Δὲν θὰ ἀφήσουμε τοὺς Ἀθηναίους χωρὶς χαρὰ φέτος», μᾶς εἶπαν οἱ ταβερνιάρηδες τῆς Πλάκας. Ἡ παλιὰ συνοικία ἑτοιμάζεται γιὰ τὶς Ἀπόκριες. Οἱ ταβέρνες στολίζονται μὲ χρωματιστὰ χαρτιὰ καὶ φανάρια, ἐνῷ οἱ μουσικοὶ κουρδίζουν τὰ ὄργανά τους. Τὸ κέντρο τῆς ἀποκριάτικης διασκεδάσεως θὰ εἶναι καὶ φέτος ἡ Πλάκα, ὅπου κάθε βράδυ θὰ γίνεται χορὸς καὶ γλέντι. Ἡ ἀστυνομία θὰ λάβῃ μέτρα γιὰ τὴν τάξη, ἐνῷ ὁ δῆμος θὰ φροντίσῃ γιὰ τὸν φωτισμὸ τῶν δρόμων. Ὅπως κάθε χρόνο, θὰ ὀργανωθοῦν παρελάσεις μασκαράδων καὶ ἅρματα μὲ σατιρικὰ θέματα. Ὁ ἐνθουσιασμὸς τῶν κατοίκων εἶναι μεγάλος.	[840, 1167, 1215, 1232]
crossword-cell	[688, 1155, 703, 1170]
crossword-cell	[660, 1128, 675, 1143]
crossword-cell	[660, 1114, 675, 1129]
crossword-cell	[772, 1155, 787, 1170]
crossword-black-cell	[786, 1044, 800, 1059]
crossword-black-cell	[688, 1128, 703, 1143]
crossword-cell	[744, 1128, 759, 1143]
chess-square	[719, 1628, 738, 1647]
chess-square	[661, 1590, 680, 1608]
pharmacies-sub: Διανυκτερεύοντα	[60, 742, 126, 751]
crossword-cell	[674, 1030, 689, 1045]
thanks-detail: Ἡ οἰκογένεια.	[641, 567, 694, 577]
masthead-title: Ἡ ζωὴ τῆς πόλεως	[180, 28, 703, 82]
chess-square	[777, 1608, 796, 1627]
crossword-cell	[730, 1128, 745, 1143]
crossword-cell	[799, 1044, 814, 1059]
chess-square	[700, 1570, 719, 1589]
excursions-sign: Δ. Γ. Κ.	[1362, 1591, 1390, 1600]
crossword-rule	[641, 998, 830, 999]
suburban-listing: ΑΙΓΛΗ: Τὸ μυστικό. ΑΚΡΟΠΟΛ: Οἱ ληστές. ΑΝΔΟΖ: Ὁ καουμπόης. ΑΡΙΑΝΑ: Ἡ μάνα. ΓΑΛΑΞΙΑΣ: Ἡ νύχτα. ΔΑΦΝΗ: Ὁ δρόμος. ΕΛΛΗΝΙΚΟΝ: Οἱ σταυροφόροι. ΚΑΛΛΙΘΕΑ: Ἡ κατάρα. ΛΕΒΑΝΤΕ: Τὸ καράβι. ΜΑΡΙΑ: Ὁ κακός. ΝΑΝΑ: Τὸ ἐρωτικὸ τραγούδι. ΡΙΒΙΕΡΑ: Οἱ φυγάδες.	[314, 1022, 434, 1114]
crossword-vertical-clues: 1. Πολιτικὸ κόμμα. 2. Ἐπιφώνημα. 3. Μεγάλο νησί. 4. Ἰταλὸς ζωγράφος. 5. Ἀρχαῖος θεός. 6. Ὑπάρχει σὲ κάθε σπίτι. 7. Κόρη τοῦ Ἀγαμέμνονος. 8. Ἄρθρο. 9. Πόλη τῆς Μακεδονίας. 10. Ἀγαπητό. 11. Τέλος.	[641, 1317, 830, 1364]
crossword-cell	[674, 1169, 689, 1184]
crossword-cell	[744, 1114, 759, 1129]
crossword-cell	[716, 1142, 731, 1156]
chess-square	[758, 1686, 777, 1705]
crossword-cell	[674, 1142, 689, 1156]
crossword-cell	[702, 1128, 717, 1143]
crossword-cell	[772, 1169, 787, 1184]
film-show-title: Κινηματογραφικὴ προβολή	[482, 1479, 590, 1489]
rule-general-hospital	[8, 1415, 178, 1416]
chalkidonos-heading: ■ Ν. ΧΑΛΚΗΔΟΝ	[1226, 1351, 1313, 1363]
chess-square	[777, 1570, 796, 1589]
social-column	[641, 94, 830, 761]
hours-logo-box	[844, 58, 970, 164]
theatres-heading: ΘΕΑΤΡΑ	[188, 104, 225, 114]
crossword-cell	[772, 1114, 787, 1129]
pharmacies-piraeus: ΠΕΙΡΑΙΩΣ	[71, 870, 115, 880]
page-reference: ΤΗΛ. ΣΤΗΛΗΣ 632,946	[1491, 60, 1587, 69]
chess-square	[739, 1686, 758, 1705]
chess-square	[719, 1666, 738, 1685]
memorials-title: Μνημόσυνα	[704, 357, 768, 372]
crossword-cell	[744, 1030, 759, 1045]
chess-square	[700, 1628, 719, 1647]
info-moon: Σελήνη 16 ἡμερῶν	[59, 137, 129, 147]
crossword-cell	[799, 1128, 814, 1143]
